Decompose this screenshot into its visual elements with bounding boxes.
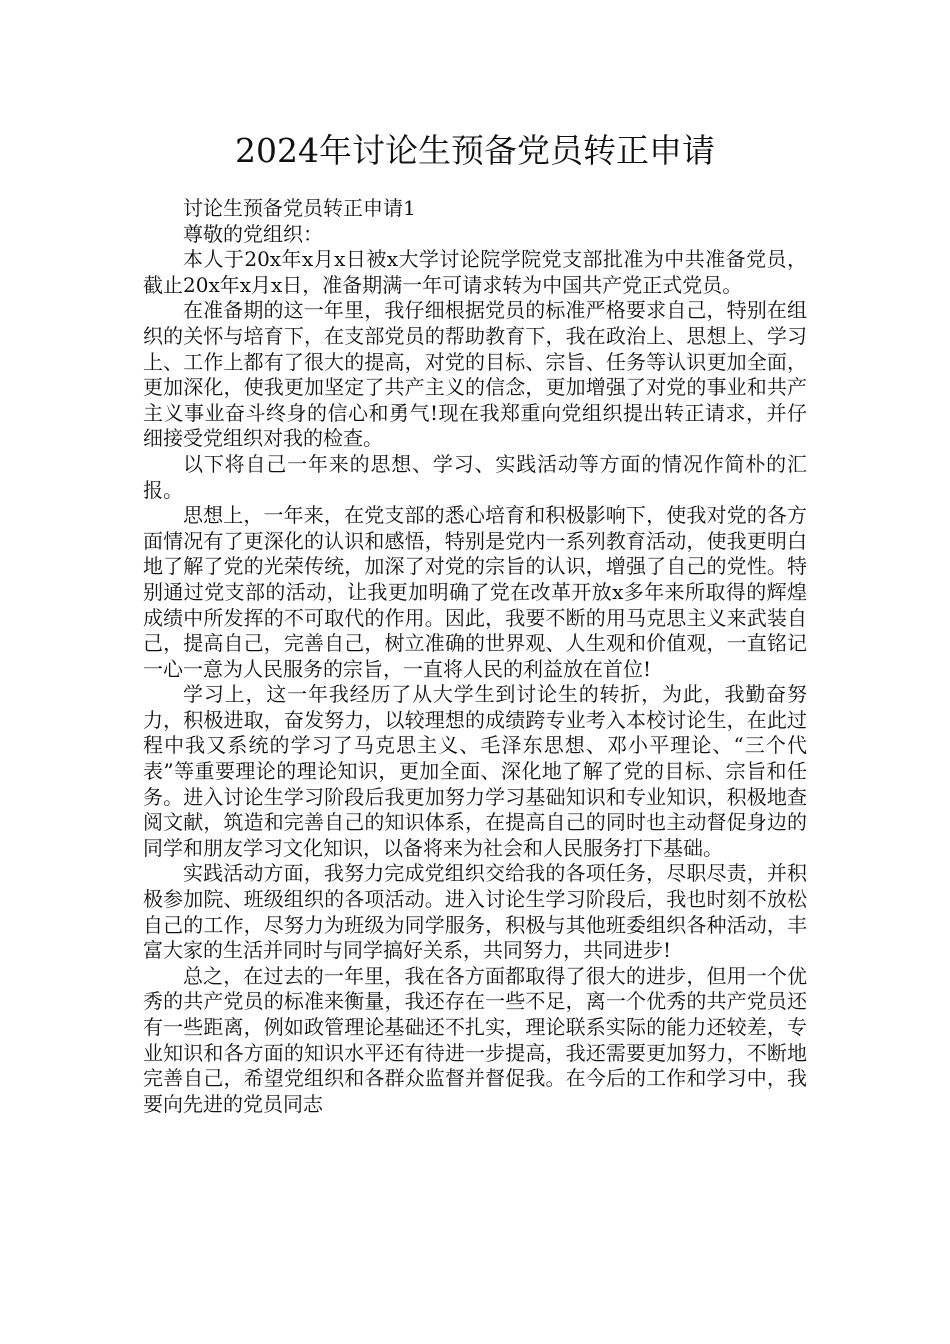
paragraph: 在准备期的这一年里，我仔细根据党员的标准严格要求自己，特别在组织的关怀与培育下，在支部党员的帮助教育下，我在政治上、思想上、学习上、工作上都有了很大的提高，对党的目标、宗旨、任务等认识更加全面，更加深化，使我更加坚定了共产主义的信念，更加增强了对党的事业和共产主义事业奋斗终身的信心和勇气!现在我郑重向党组织提出转正请求，并仔细接受党组织对我的检查。 — [143, 298, 807, 451]
paragraph: 实践活动方面，我努力完成党组织交给我的各项任务，尽职尽责，并积极参加院、班级组织的各项活动。进入讨论生学习阶段后，我也时刻不放松自己的工作，尽努力为班级为同学服务，积极与其他班委组织各种活动，丰富大家的生活并同时与同学搞好关系，共同努力，共同进步! — [143, 861, 807, 963]
paragraph: 思想上，一年来，在党支部的悉心培育和积极影响下，使我对党的各方面情况有了更深化的认识和感悟，特别是党内一系列教育活动，使我更明白地了解了党的光荣传统，加深了对党的宗旨的认识，增强了自己的党性。特别通过党支部的活动，让我更加明确了党在改革开放x多年来所取得的辉煌成绩中所发挥的不可取代的作用。因此，我要不断的用马克思主义来武装自己，提高自己，完善自己，树立准确的世界观、人生观和价值观，一直铭记一心一意为人民服务的宗旨，一直将人民的利益放在首位! — [143, 503, 807, 681]
paragraph: 总之，在过去的一年里，我在各方面都取得了很大的进步，但用一个优秀的共产党员的标准来衡量，我还存在一些不足，离一个优秀的共产党员还有一些距离，例如政管理论基础还不扎实，理论联系实际的能力还较差，专业知识和各方面的知识水平还有待进一步提高，我还需要更加努力，不断地完善自己，希望党组织和各群众监督并督促我。在今后的工作和学习中，我要向先进的党员同志 — [143, 963, 807, 1116]
paragraph: 以下将自己一年来的思想、学习、实践活动等方面的情况作简朴的汇报。 — [143, 451, 807, 502]
paragraph: 学习上，这一年我经历了从大学生到讨论生的转折，为此，我勤奋努力，积极进取，奋发努力，以较理想的成绩跨专业考入本校讨论生，在此过程中我又系统的学习了马克思主义、毛泽东思想、邓小平理论、“三个代表”等重要理论的理论知识，更加全面、深化地了解了党的目标、宗旨和任务。进入讨论生学习阶段后我更加努力学习基础知识和专业知识，积极地查阅文献，筑造和完善自己的知识体系，在提高自己的同时也主动督促身边的同学和朋友学习文化知识，以备将来为社会和人民服务打下基础。 — [143, 682, 807, 860]
document-title: 2024年讨论生预备党员转正申请 — [235, 131, 715, 170]
document-subtitle: 讨论生预备党员转正申请1 — [183, 196, 416, 220]
salutation: 尊敬的党组织： — [183, 221, 323, 246]
document-body — [143, 196, 807, 1117]
paragraph: 本人于20x年x月x日被x大学讨论院学院党支部批准为中共准备党员，截止20x年x月x日，准备期满一年可请求转为中国共产党正式党员。 — [143, 247, 807, 297]
